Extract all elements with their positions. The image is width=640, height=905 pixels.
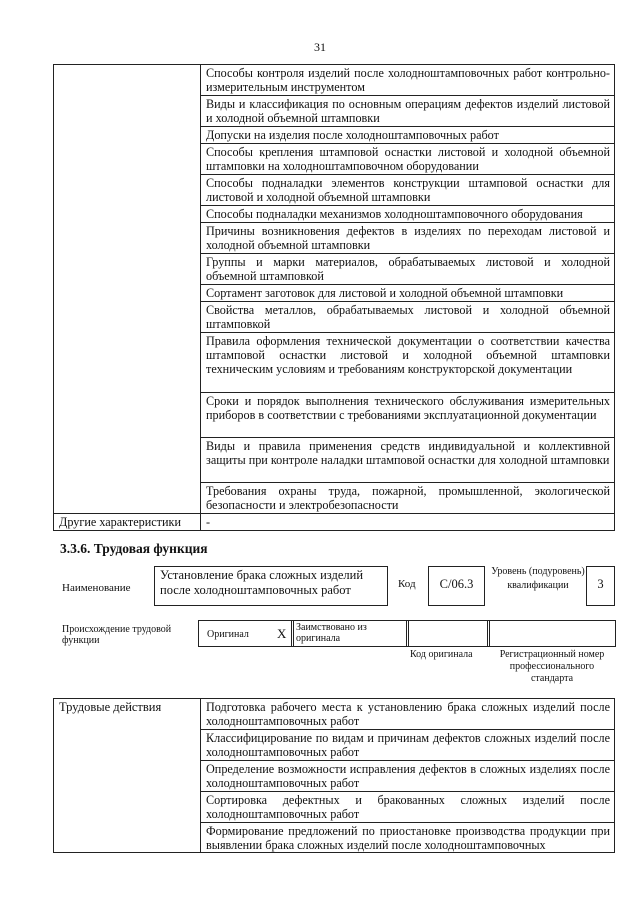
other-characteristics-value: - bbox=[201, 514, 615, 531]
table-row: Классифицирование по видам и причинам дефектов сложных изделий после холодноштамповочных работ bbox=[201, 730, 615, 761]
table-row: Формирование предложений по приостановке производства продукции при выявлении брака сложных изделий после холодноштамповочных bbox=[201, 823, 615, 853]
other-characteristics-label: Другие характеристики bbox=[54, 514, 201, 531]
borrowed-label: Заимствовано из оригинала bbox=[296, 622, 367, 644]
table-row: Сортамент заготовок для листовой и холодной объемной штамповки bbox=[201, 285, 615, 302]
level-value: 3 bbox=[597, 577, 604, 591]
table-row: Допуски на изделия после холодноштамповочных работ bbox=[201, 127, 615, 144]
borrowed-box bbox=[291, 620, 409, 647]
table-row: Подготовка рабочего места к установлению брака сложных изделий после холодноштамповочных работ bbox=[201, 699, 615, 730]
actions-label: Трудовые действия bbox=[54, 699, 201, 853]
code-original-box bbox=[406, 620, 490, 647]
code-box bbox=[428, 566, 485, 606]
table-row: Способы крепления штамповой оснастки листовой и холодной объемной штамповки на холодноштамповочном оборудовании bbox=[201, 144, 615, 175]
table-row: Виды и классификация по основным операциям дефектов изделий листовой и холодной объемной штамповки bbox=[201, 96, 615, 127]
table-row: Способы подналадки механизмов холодноштамповочного оборудования bbox=[201, 206, 615, 223]
name-label: Наименование bbox=[62, 582, 131, 594]
actions-table bbox=[53, 698, 615, 853]
table-row: Способы контроля изделий после холодноштамповочных работ контрольно-измерительным инструментом bbox=[201, 65, 615, 96]
table-row: Свойства металлов, обрабатываемых листовой и холодной объемной штамповкой bbox=[201, 302, 615, 333]
page-number: 31 bbox=[314, 40, 326, 54]
table-row: Группы и марки материалов, обрабатываемых листовой и холодной объемной штамповкой bbox=[201, 254, 615, 285]
table-row: Правила оформления технической документации о соответствии качества штамповой оснастки листовой и холодной объемной штамповки техническим условиям и требованиям конструкторской документации bbox=[201, 333, 615, 393]
level-box bbox=[586, 566, 615, 606]
table-row: Способы подналадки элементов конструкции штамповой оснастки для листовой и холодной объемной штамповки bbox=[201, 175, 615, 206]
table-row: Сортировка дефектных и бракованных сложных изделий после холодноштамповочных работ bbox=[201, 792, 615, 823]
table-row: Причины возникновения дефектов в изделиях по переходам листовой и холодной объемной штамповки bbox=[201, 223, 615, 254]
reg-number-label: Регистрационный номер профессионального стандарта bbox=[499, 649, 605, 684]
table-label-cell bbox=[54, 65, 201, 514]
code-original-label: Код оригинала bbox=[410, 649, 473, 660]
origin-label: Происхождение трудовой функции bbox=[62, 624, 172, 646]
function-name: Установление брака сложных изделий после холодноштамповочных работ bbox=[160, 568, 364, 597]
section-title: 3.3.6. Трудовая функция bbox=[60, 541, 208, 556]
table-row: Сроки и порядок выполнения технического обслуживания измерительных приборов в соответствии с требованиями эксплуатационной документации bbox=[201, 393, 615, 438]
knowledge-table bbox=[53, 64, 615, 531]
code-value: C/06.3 bbox=[439, 577, 474, 591]
table-row: Определение возможности исправления дефектов в сложных изделиях после холодноштамповочных работ bbox=[201, 761, 615, 792]
table-row: Виды и правила применения средств индивидуальной и коллективной защиты при контроле наладки штамповой оснастки для холодной штамповки bbox=[201, 438, 615, 483]
code-label: Код bbox=[398, 578, 416, 590]
name-box bbox=[154, 566, 388, 606]
original-box bbox=[198, 620, 294, 647]
original-mark: X bbox=[277, 626, 287, 641]
reg-number-box bbox=[487, 620, 616, 647]
table-row: Требования охраны труда, пожарной, промышленной, экологической безопасности и электробезопасности bbox=[201, 483, 615, 514]
level-label: Уровень (подуровень) квалификации bbox=[491, 566, 585, 591]
original-label: Оригинал bbox=[207, 629, 249, 640]
